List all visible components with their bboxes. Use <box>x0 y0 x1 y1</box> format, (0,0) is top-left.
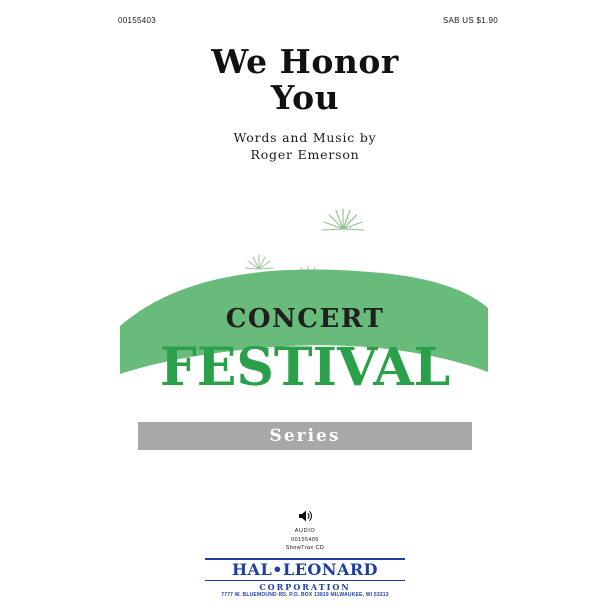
page-title <box>0 44 610 115</box>
words-and-music-label: Words and Music by <box>233 130 377 145</box>
speaker-icon <box>297 508 313 524</box>
concert-word: CONCERT <box>225 304 385 334</box>
title-line-2: You <box>270 77 340 117</box>
publisher-name: HAL•LEONARD <box>231 560 379 579</box>
publisher-logo <box>0 558 610 601</box>
composer-name: Roger Emerson <box>250 146 360 162</box>
hal-leonard-logo <box>205 558 405 598</box>
series-word: Series <box>269 426 341 446</box>
voicing-and-price: SAB US $1.90 <box>442 16 498 25</box>
publisher-corporation: CORPORATION <box>259 582 351 592</box>
audio-media-format: ShowTrax CD <box>285 545 325 552</box>
catalog-number: 00155403 <box>118 16 156 25</box>
title-line-1: We Honor <box>211 42 399 81</box>
catalog-header <box>118 16 498 25</box>
audio-code: 00155405 <box>291 536 319 543</box>
series-artwork <box>120 200 490 470</box>
sunburst-icon <box>320 206 366 252</box>
audio-info-block <box>0 508 610 553</box>
credits-block <box>0 130 610 164</box>
festival-word: FESTIVAL <box>159 337 451 398</box>
publisher-address: 7777 W. BLUEMOUND RD. P.O. BOX 13819 MILWAUKEE, WI 53213 <box>221 592 389 598</box>
logo-rule-bottom <box>205 580 405 581</box>
audio-label: AUDIO <box>294 528 316 534</box>
